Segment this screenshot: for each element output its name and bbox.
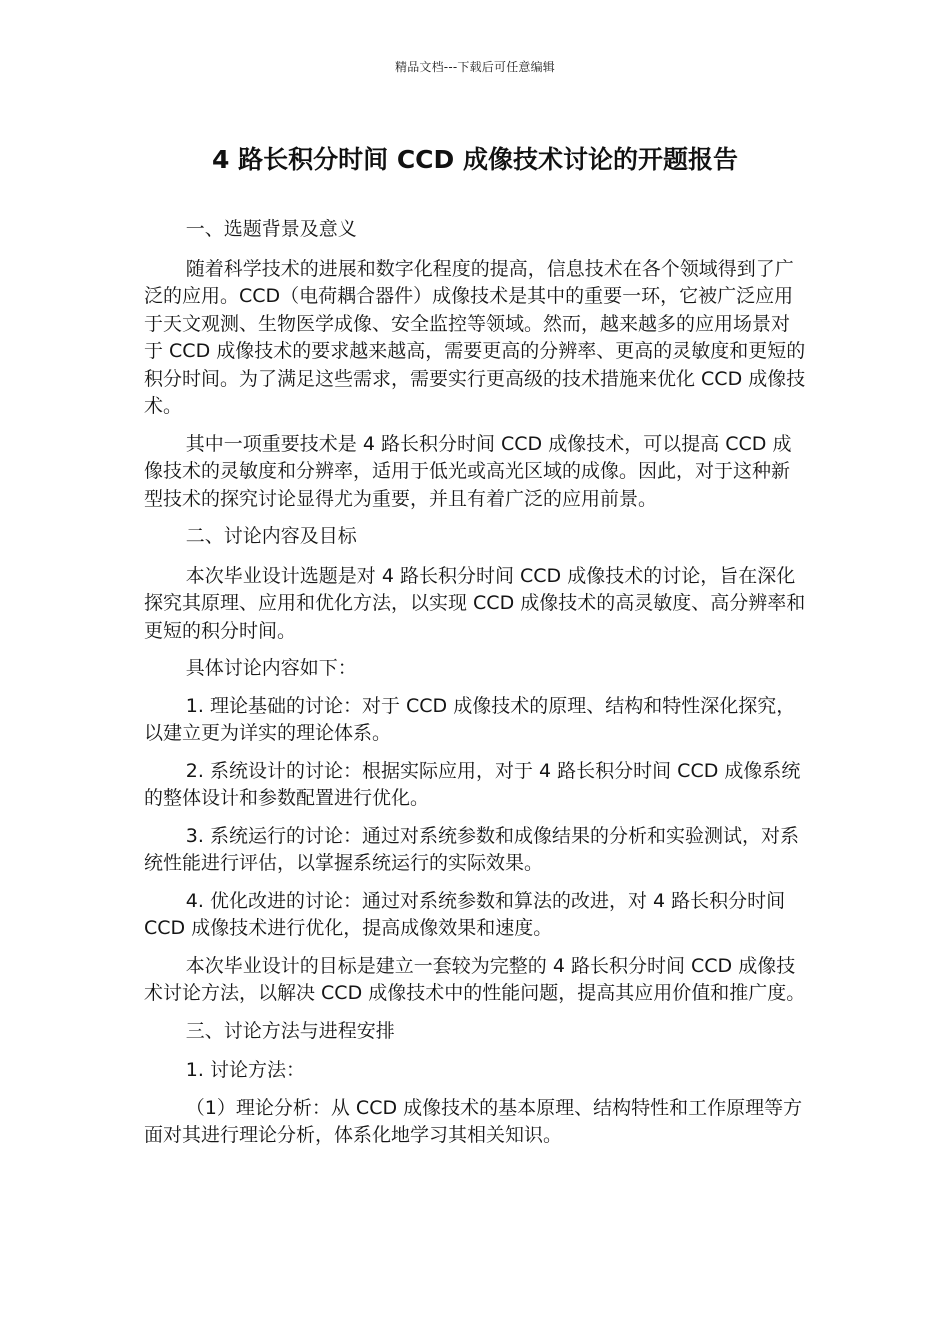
paragraph: 本次毕业设计的目标是建立一套较为完整的 4 路长积分时间 CCD 成像技术讨论方法，以解决 CCD 成像技术中的性能问题，提高其应用价值和推广度。 — [144, 954, 806, 1004]
document-title: 4 路长积分时间 CCD 成像技术讨论的开题报告 — [212, 145, 738, 174]
header-note: 精品文档---下载后可任意编辑 — [395, 60, 555, 74]
list-item: 1. 理论基础的讨论：对于 CCD 成像技术的原理、结构和特性深化探究，以建立更为详实的理论体系。 — [144, 694, 796, 744]
paragraph: 随着科学技术的进展和数字化程度的提高，信息技术在各个领域得到了广泛的应用。CCD（电荷耦合器件）成像技术是其中的重要一环，它被广泛应用于天文观测、生物医学成像、安全监控等领域。然而，越来越多的应用场景对于 CCD 成像技术的要求越来越高，需要更高的分辨率、更高的灵敏度和更短的积分时间。为了满足这些需求，需要实行更高级的技术措施来优化 CCD 成像技术。 — [144, 257, 806, 417]
section-heading-1: 一、选题背景及意义 — [185, 218, 357, 240]
paragraph: 具体讨论内容如下： — [185, 657, 357, 679]
section-heading-2: 二、讨论内容及目标 — [185, 525, 357, 547]
paragraph: 本次毕业设计选题是对 4 路长积分时间 CCD 成像技术的讨论，旨在深化探究其原理、应用和优化方法，以实现 CCD 成像技术的高灵敏度、高分辨率和更短的积分时间。 — [144, 564, 806, 642]
list-item: 3. 系统运行的讨论：通过对系统参数和成像结果的分析和实验测试，对系统性能进行评估，以掌握系统运行的实际效果。 — [144, 824, 799, 874]
list-item: 2. 系统设计的讨论：根据实际应用，对于 4 路长积分时间 CCD 成像系统的整体设计和参数配置进行优化。 — [144, 759, 801, 809]
list-item: （1）理论分析：从 CCD 成像技术的基本原理、结构特性和工作原理等方面对其进行理论分析，体系化地学习其相关知识。 — [144, 1096, 803, 1146]
section-heading-3: 三、讨论方法与进程安排 — [185, 1019, 395, 1042]
list-item: 4. 优化改进的讨论：通过对系统参数和算法的改进，对 4 路长积分时间 CCD 成像技术进行优化，提高成像效果和速度。 — [144, 889, 786, 939]
document-body — [144, 216, 806, 1160]
subheading: 1. 讨论方法： — [185, 1059, 305, 1081]
paragraph: 其中一项重要技术是 4 路长积分时间 CCD 成像技术，可以提高 CCD 成像技术的灵敏度和分辨率，适用于低光或高光区域的成像。因此，对于这种新型技术的探究讨论显得尤为重要，并且有着广泛的应用前景。 — [144, 432, 792, 510]
